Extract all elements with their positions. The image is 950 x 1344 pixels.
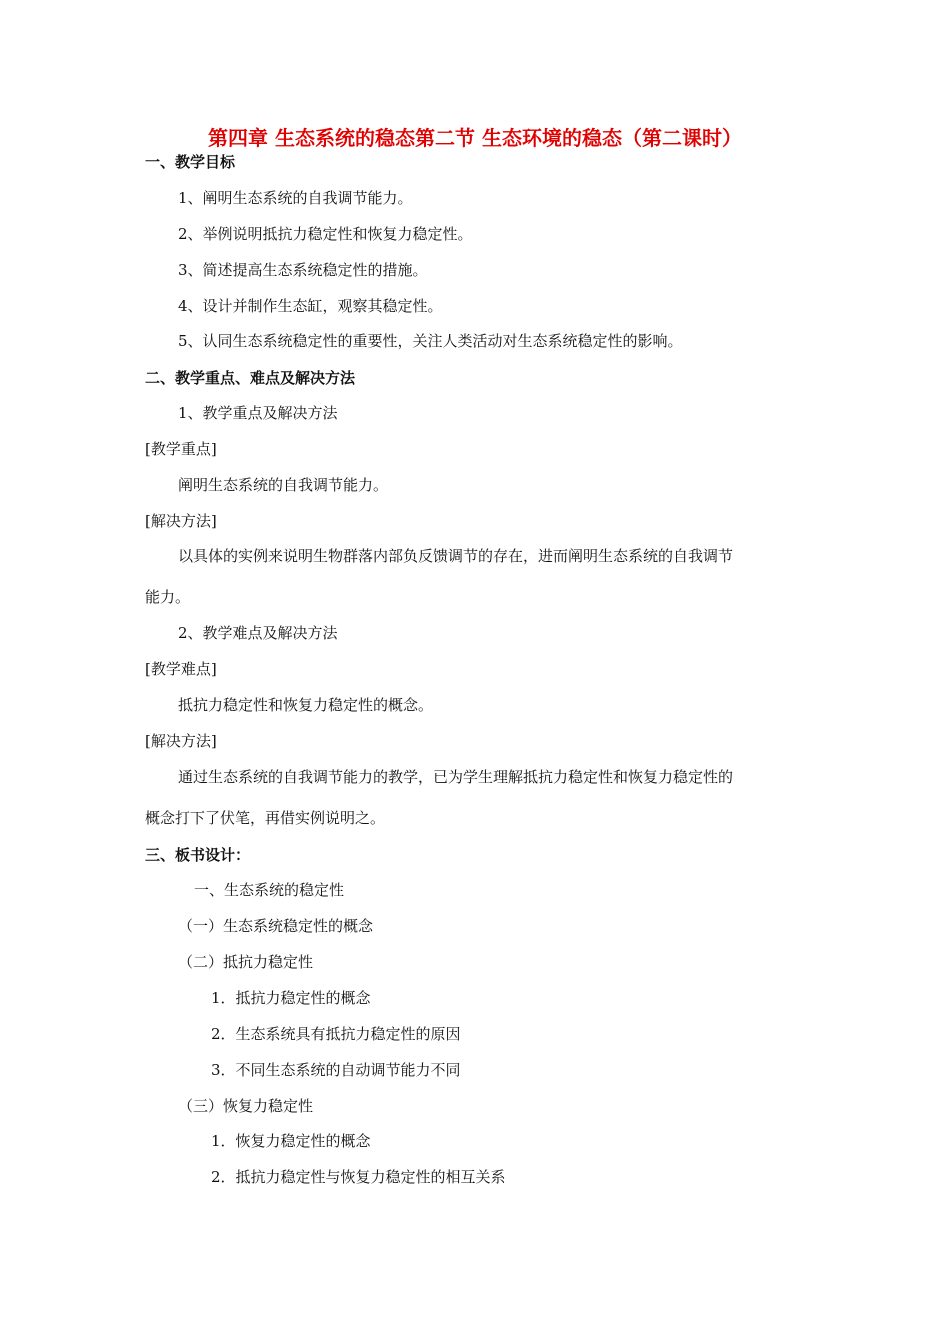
board-line: 2．生态系统具有抵抗力稳定性的原因 (211, 1025, 461, 1043)
section-heading-key-points: 二、教学重点、难点及解决方法 (145, 369, 356, 387)
board-line: （二）抵抗力稳定性 (178, 953, 314, 971)
board-line: 3．不同生态系统的自动调节能力不同 (211, 1061, 461, 1079)
section-heading-board-design: 三、板书设计： (145, 846, 251, 864)
tag-method: [解决方法] (145, 732, 217, 750)
method-text-line: 能力。 (145, 588, 191, 606)
section-heading-objectives: 一、教学目标 (145, 153, 236, 171)
board-line: （一）生态系统稳定性的概念 (178, 917, 374, 935)
difficulty-text: 抵抗力稳定性和恢复力稳定性的概念。 (178, 696, 434, 714)
objective-item: 1、阐明生态系统的自我调节能力。 (178, 189, 413, 207)
method-text-line: 以具体的实例来说明生物群落内部负反馈调节的存在，进而阐明生态系统的自我调节 (178, 547, 734, 565)
board-line: （三）恢复力稳定性 (178, 1097, 314, 1115)
tag-method: [解决方法] (145, 512, 217, 530)
objective-item: 2、举例说明抵抗力稳定性和恢复力稳定性。 (178, 225, 473, 243)
subsection-difficulty: 2、教学难点及解决方法 (178, 624, 338, 642)
objective-item: 4、设计并制作生态缸，观察其稳定性。 (178, 297, 443, 315)
objective-item: 3、简述提高生态系统稳定性的措施。 (178, 261, 428, 279)
method-text-line: 通过生态系统的自我调节能力的教学，已为学生理解抵抗力稳定性和恢复力稳定性的 (178, 768, 734, 786)
board-line: 1．恢复力稳定性的概念 (211, 1132, 371, 1150)
subsection-key-point: 1、教学重点及解决方法 (178, 404, 338, 422)
board-line: 一、生态系统的稳定性 (194, 881, 345, 899)
method-text-line: 概念打下了伏笔，再借实例说明之。 (145, 809, 386, 827)
document-title: 第四章 生态系统的稳态第二节 生态环境的稳态（第二课时） (208, 126, 742, 150)
board-line: 1．抵抗力稳定性的概念 (211, 989, 371, 1007)
board-line: 2．抵抗力稳定性与恢复力稳定性的相互关系 (211, 1168, 506, 1186)
tag-difficulty: [教学难点] (145, 660, 217, 678)
tag-key-point: [教学重点] (145, 440, 217, 458)
objective-item: 5、认同生态系统稳定性的重要性，关注人类活动对生态系统稳定性的影响。 (178, 332, 683, 350)
key-point-text: 阐明生态系统的自我调节能力。 (178, 476, 389, 494)
